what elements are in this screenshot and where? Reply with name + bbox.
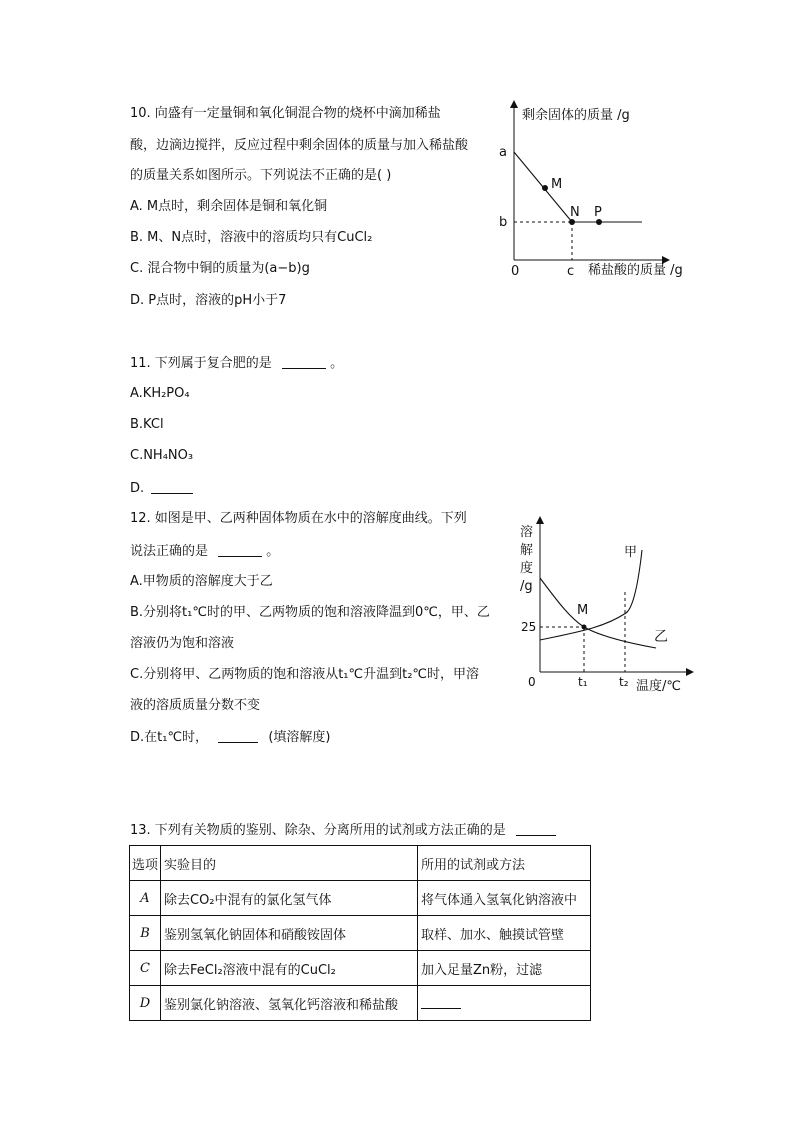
q11-answer-blank[interactable]	[282, 355, 326, 369]
row-purpose: 除去CO₂中混有的氯化氢气体	[161, 881, 418, 916]
q10-label-b: b	[499, 215, 508, 230]
q10-option-d: D. P点时，溶液的pH小于7	[130, 293, 287, 308]
row-option: D	[130, 986, 161, 1021]
q12-label-25: 25	[521, 620, 537, 634]
q12-option-c-line1: C.分别将甲、乙两物质的饱和溶液从t₁℃升温到t₂℃时，甲溶	[130, 667, 480, 682]
row-purpose: 鉴别氯化钠溶液、氢氧化钙溶液和稀盐酸	[161, 986, 418, 1021]
q12-option-d-blank[interactable]	[218, 729, 258, 743]
table-row	[130, 881, 591, 916]
q10-origin: 0	[511, 264, 520, 279]
q13-stem	[130, 822, 556, 839]
q10-option-c: C. 混合物中铜的质量为(a−b)g	[130, 261, 310, 276]
q12-option-b-line2: 溶液仍为饱和溶液	[130, 636, 235, 651]
q12-origin: 0	[528, 675, 536, 689]
q10-mass-graph	[490, 92, 710, 284]
q12-point-m	[582, 625, 587, 630]
table-row	[130, 986, 591, 1021]
q10-stem-line3: 的质量关系如图所示。下列说法不正确的是( )	[130, 168, 392, 183]
q12-curve-jia	[540, 550, 642, 640]
q12-y-label-1: 溶	[520, 525, 534, 540]
q13-answer-blank[interactable]	[516, 822, 556, 836]
q11-option-c: C.NH₄NO₃	[130, 448, 194, 463]
q10-stem-line1: 10. 向盛有一定量铜和氧化铜混合物的烧杯中滴加稀盐	[130, 106, 441, 121]
row-option: B	[130, 916, 161, 951]
q10-label-p: P	[594, 205, 602, 220]
q11-option-d-blank[interactable]	[151, 480, 193, 494]
q12-stem-text: 说法正确的是	[130, 544, 209, 559]
q10-option-b: B. M、N点时，溶液中的溶质均只有CuCl₂	[130, 230, 373, 245]
q12-label-t2: t₂	[619, 675, 629, 689]
q12-option-c-line2: 液的溶质质量分数不变	[130, 698, 261, 713]
header-method: 所用的试剂或方法	[418, 846, 591, 881]
q12-option-a: A.甲物质的溶解度大于乙	[130, 574, 273, 589]
q12-solubility-graph	[508, 510, 698, 696]
q12-option-d	[130, 729, 331, 746]
q12-label-yi: 乙	[654, 629, 668, 645]
q11-stem	[130, 355, 343, 372]
q12-stem-end: 。	[266, 544, 280, 559]
row-option: A	[130, 881, 161, 916]
q10-y-label: 剩余固体的质量 /g	[522, 108, 630, 123]
q10-stem-line2: 酸，边滴边搅拌，反应过程中剩余固体的质量与加入稀盐酸	[130, 138, 469, 153]
q10-label-m: M	[551, 177, 563, 192]
table-row	[130, 951, 591, 986]
table-row	[130, 916, 591, 951]
q13-options-table	[129, 845, 591, 1021]
q12-answer-blank[interactable]	[218, 543, 262, 557]
q12-option-b-line1: B.分别将t₁℃时的甲、乙两物质的饱和溶液降温到0℃，甲、乙	[130, 605, 490, 620]
q12-x-label: 温度/℃	[636, 679, 681, 694]
q12-option-d-text: D.在t₁℃时，	[130, 730, 209, 745]
q10-label-c: c	[567, 264, 575, 279]
q13-stem-text: 13. 下列有关物质的鉴别、除杂、分离所用的试剂或方法正确的是	[130, 823, 506, 838]
row-d-method-blank[interactable]	[421, 995, 461, 1009]
q11-option-d-label: D.	[130, 481, 145, 496]
q12-stem-line2	[130, 543, 279, 560]
q12-label-m: M	[577, 603, 589, 618]
q11-stem-text: 11. 下列属于复合肥的是	[130, 356, 272, 371]
row-method	[418, 986, 591, 1021]
q10-point-m	[542, 185, 548, 191]
q11-stem-end: 。	[330, 356, 344, 371]
q12-curve-yi	[540, 578, 656, 648]
row-purpose: 鉴别氢氧化钠固体和硝酸铵固体	[161, 916, 418, 951]
q12-y-label-3: 度	[520, 561, 534, 576]
q11-option-b: B.KCl	[130, 417, 164, 432]
row-method: 加入足量Zn粉，过滤	[418, 951, 591, 986]
q12-stem-line1: 12. 如图是甲、乙两种固体物质在水中的溶解度曲线。下列	[130, 511, 467, 526]
q10-x-label: 稀盐酸的质量 /g	[588, 263, 683, 278]
q12-y-label-2: 解	[520, 543, 534, 558]
q12-label-t1: t₁	[578, 675, 588, 689]
q11-option-a: A.KH₂PO₄	[130, 386, 190, 401]
table-header-row	[130, 846, 591, 881]
row-method: 取样、加水、触摸试管壁	[418, 916, 591, 951]
q10-label-n: N	[570, 205, 580, 220]
header-option: 选项	[130, 846, 161, 881]
row-method: 将气体通入氢氧化钠溶液中	[418, 881, 591, 916]
q12-y-label-4: /g	[520, 579, 533, 594]
q12-option-d-hint: (填溶解度)	[268, 730, 331, 745]
q10-option-a: A. M点时，剩余固体是铜和氧化铜	[130, 199, 328, 214]
row-purpose: 除去FeCl₂溶液中混有的CuCl₂	[161, 951, 418, 986]
row-option: C	[130, 951, 161, 986]
q10-label-a: a	[499, 145, 507, 160]
header-purpose: 实验目的	[161, 846, 418, 881]
q12-label-jia: 甲	[624, 545, 638, 560]
q11-option-d	[130, 480, 193, 497]
